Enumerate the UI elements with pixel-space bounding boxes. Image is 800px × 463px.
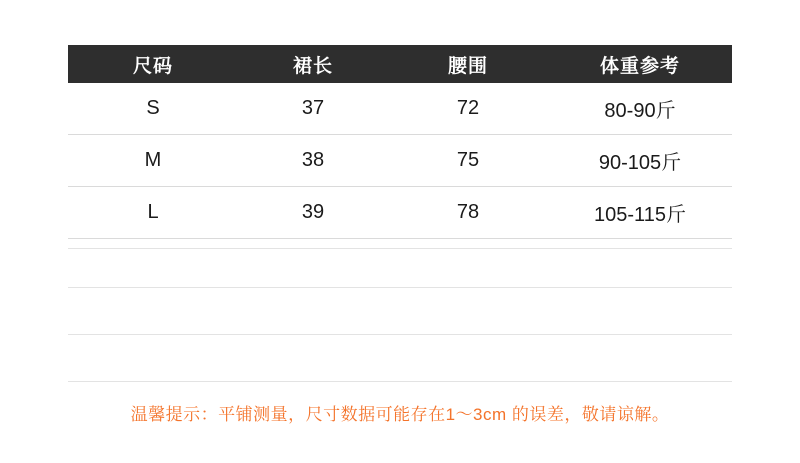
size-table-header (68, 45, 732, 83)
cell-length: 39 (238, 187, 388, 239)
cell-size: M (68, 135, 238, 187)
cell-size: S (68, 83, 238, 135)
table-row (68, 135, 732, 187)
header-weight-reference: 体重参考 (599, 55, 680, 77)
cell-length: 37 (238, 83, 388, 135)
empty-row (68, 288, 732, 335)
cell-size: L (68, 187, 238, 239)
cell-waist: 75 (388, 135, 548, 187)
empty-row (68, 335, 732, 382)
empty-row (68, 248, 732, 288)
cell-length: 38 (238, 135, 388, 187)
cell-weight: 105-115斤 (548, 187, 732, 239)
empty-rows-area (68, 248, 732, 382)
table-row (68, 187, 732, 239)
header-waist: 腰围 (447, 55, 488, 77)
cell-weight: 80-90斤 (548, 83, 732, 135)
table-row (68, 83, 732, 135)
size-table-body (68, 83, 732, 239)
cell-waist: 78 (388, 187, 548, 239)
cell-weight: 90-105斤 (548, 135, 732, 187)
measurement-note: 温馨提示：平铺测量，尺寸数据可能存在1～3cm 的误差，敬请谅解。 (130, 405, 670, 424)
table-header-row (68, 45, 732, 83)
size-table (68, 45, 732, 239)
header-size: 尺码 (132, 55, 173, 77)
cell-waist: 72 (388, 83, 548, 135)
header-skirt-length: 裙长 (292, 55, 333, 77)
